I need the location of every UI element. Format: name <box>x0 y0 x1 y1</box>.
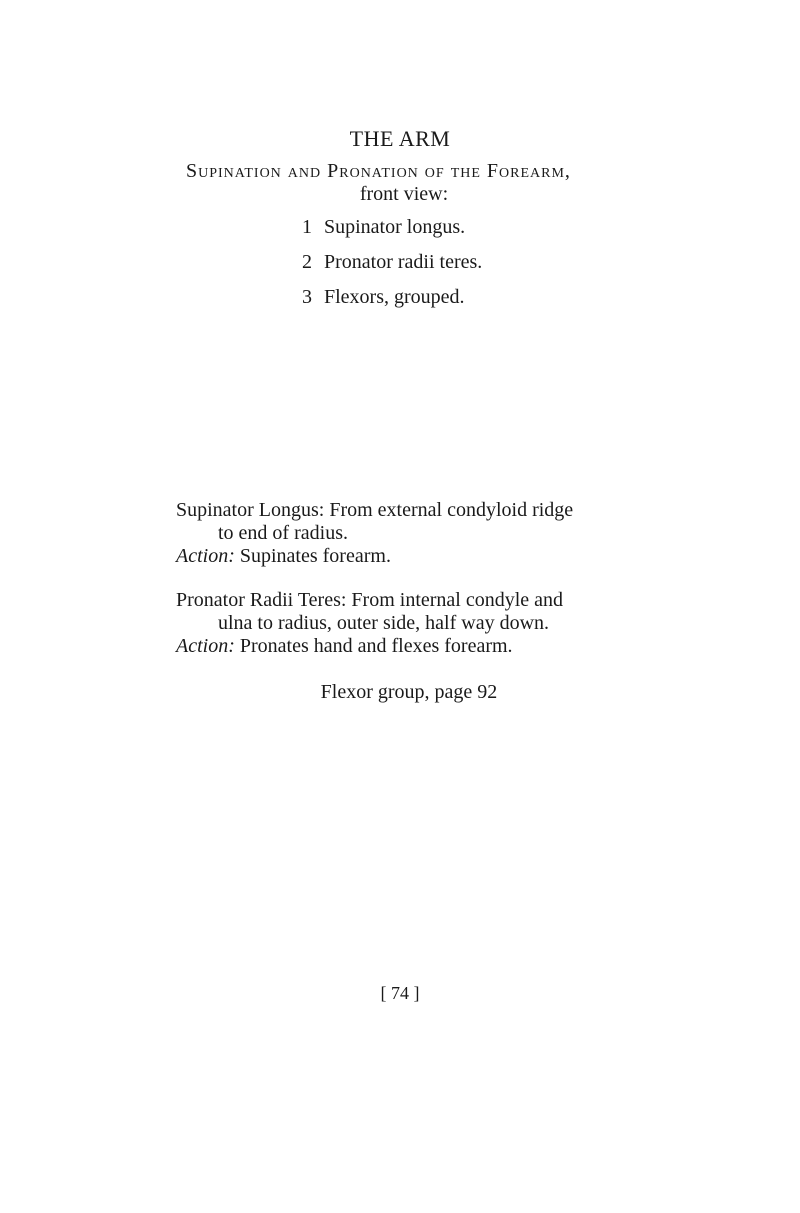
legend-number: 1 <box>302 216 312 238</box>
description-line-continuation: ulna to radius, outer side, half way down. <box>218 612 550 634</box>
action-line <box>176 635 563 658</box>
action-text: Pronates hand and flexes forearm. <box>234 635 513 657</box>
section-subtitle-continuation: front view: <box>359 183 449 205</box>
legend-item <box>302 216 465 239</box>
legend-number: 3 <box>302 286 312 308</box>
legend-number: 2 <box>302 251 312 273</box>
legend-item <box>302 286 465 309</box>
description-line: Supinator Longus: From external condyloid ridge <box>176 499 574 521</box>
cross-reference: Flexor group, page 92 <box>320 681 498 703</box>
description-line-continuation: to end of radius. <box>218 522 348 544</box>
page-number: [ 74 ] <box>380 983 420 1003</box>
muscle-description-supinator <box>176 499 573 568</box>
action-label: Action: <box>176 635 235 657</box>
legend-label: Supinator longus. <box>324 216 466 238</box>
action-label: Action: <box>176 545 235 567</box>
page-title: THE ARM <box>349 126 451 151</box>
section-subtitle: Supination and Pronation of the Forearm, <box>186 160 571 182</box>
legend-item <box>302 251 482 274</box>
legend-label: Pronator radii teres. <box>324 251 483 273</box>
legend-label: Flexors, grouped. <box>324 286 465 308</box>
action-line <box>176 545 573 568</box>
muscle-description-pronator <box>176 589 563 658</box>
description-line: Pronator Radii Teres: From internal condyle and <box>176 589 564 611</box>
action-text: Supinates forearm. <box>234 545 391 567</box>
